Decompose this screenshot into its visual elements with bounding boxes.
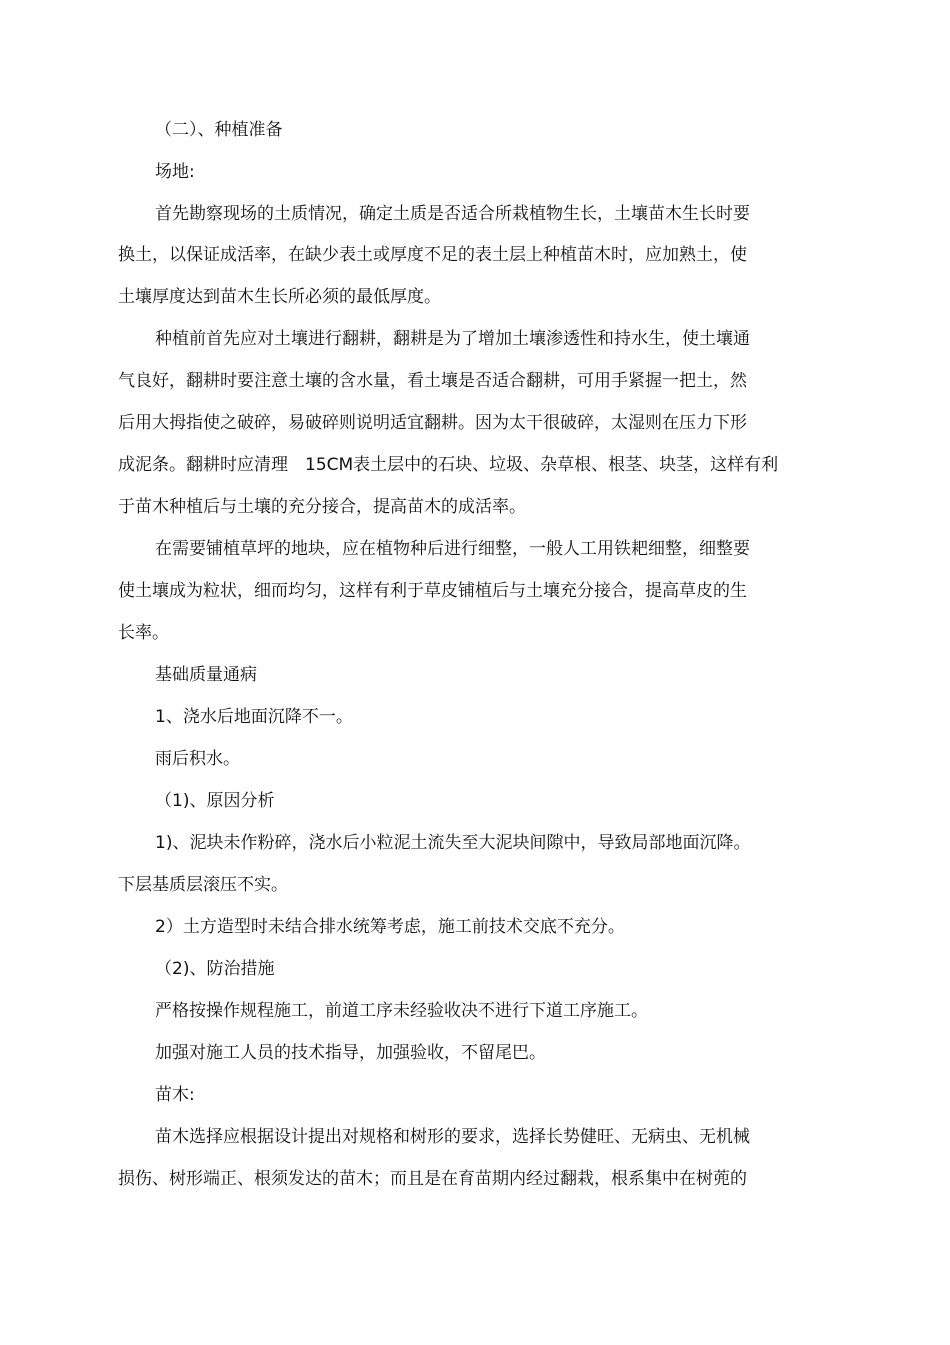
paragraph-line: 后用大拇指使之破碎，易破碎则说明适宜翻耕。因为太干很破碎，太湿则在压力下形 [118, 413, 747, 433]
paragraph-line: 于苗木种植后与土壤的充分接合，提高苗木的成活率。 [118, 497, 526, 517]
subheading-cause: （1)、原因分析 [155, 791, 275, 811]
paragraph-line: 雨后积水。 [155, 749, 240, 769]
paragraph-line: 成泥条。翻耕时应清理 15CM表土层中的石块、垃圾、杂草根、根茎、块茎，这样有利 [118, 455, 779, 475]
paragraph-line: 使土壤成为粒状，细而均匀，这样有利于草皮铺植后与土壤充分接合，提高草皮的生 [118, 581, 747, 601]
paragraph-line: 长率。 [118, 623, 169, 643]
subheading-site: 场地: [155, 162, 195, 182]
subheading-quality: 基础质量通病 [155, 665, 257, 685]
paragraph-line: 土壤厚度达到苗木生长所必须的最低厚度。 [118, 287, 441, 307]
paragraph-line: 下层基质层滚压不实。 [118, 875, 288, 895]
paragraph-line: 气良好，翻耕时要注意土壤的含水量，看土壤是否适合翻耕，可用手紧握一把土，然 [118, 371, 747, 391]
list-item: 2）土方造型时未结合排水统筹考虑，施工前技术交底不充分。 [155, 917, 625, 937]
paragraph-line: 换土，以保证成活率，在缺少表土或厚度不足的表土层上种植苗木时，应加熟土，使 [118, 245, 747, 265]
paragraph-line: 在需要铺植草坪的地块，应在植物种后进行细整，一般人工用铁耙细整，细整要 [155, 539, 750, 559]
list-item: 1)、泥块未作粉碎，浇水后小粒泥土流失至大泥块间隙中，导致局部地面沉降。 [155, 833, 751, 853]
paragraph-line: 加强对施工人员的技术指导，加强验收，不留尾巴。 [155, 1043, 546, 1063]
paragraph-line: 苗木选择应根据设计提出对规格和树形的要求，选择长势健旺、无病虫、无机械 [155, 1127, 750, 1147]
paragraph-line: 损伤、树形端正、根须发达的苗木；而且是在育苗期内经过翻栽，根系集中在树蔸的 [118, 1169, 747, 1189]
paragraph-line: 种植前首先应对土壤进行翻耕，翻耕是为了增加土壤渗透性和持水生，使土壤通 [155, 329, 750, 349]
paragraph-line: 严格按操作规程施工，前道工序未经验收决不进行下道工序施工。 [155, 1001, 648, 1021]
subheading-measures: （2)、防治措施 [155, 959, 275, 979]
list-item: 1、浇水后地面沉降不一。 [155, 707, 353, 727]
paragraph-line: 首先勘察现场的土质情况，确定土质是否适合所栽植物生长，土壤苗木生长时要 [155, 204, 750, 224]
section-heading: （二）、种植准备 [155, 120, 283, 140]
subheading-seedlings: 苗木: [155, 1085, 195, 1105]
